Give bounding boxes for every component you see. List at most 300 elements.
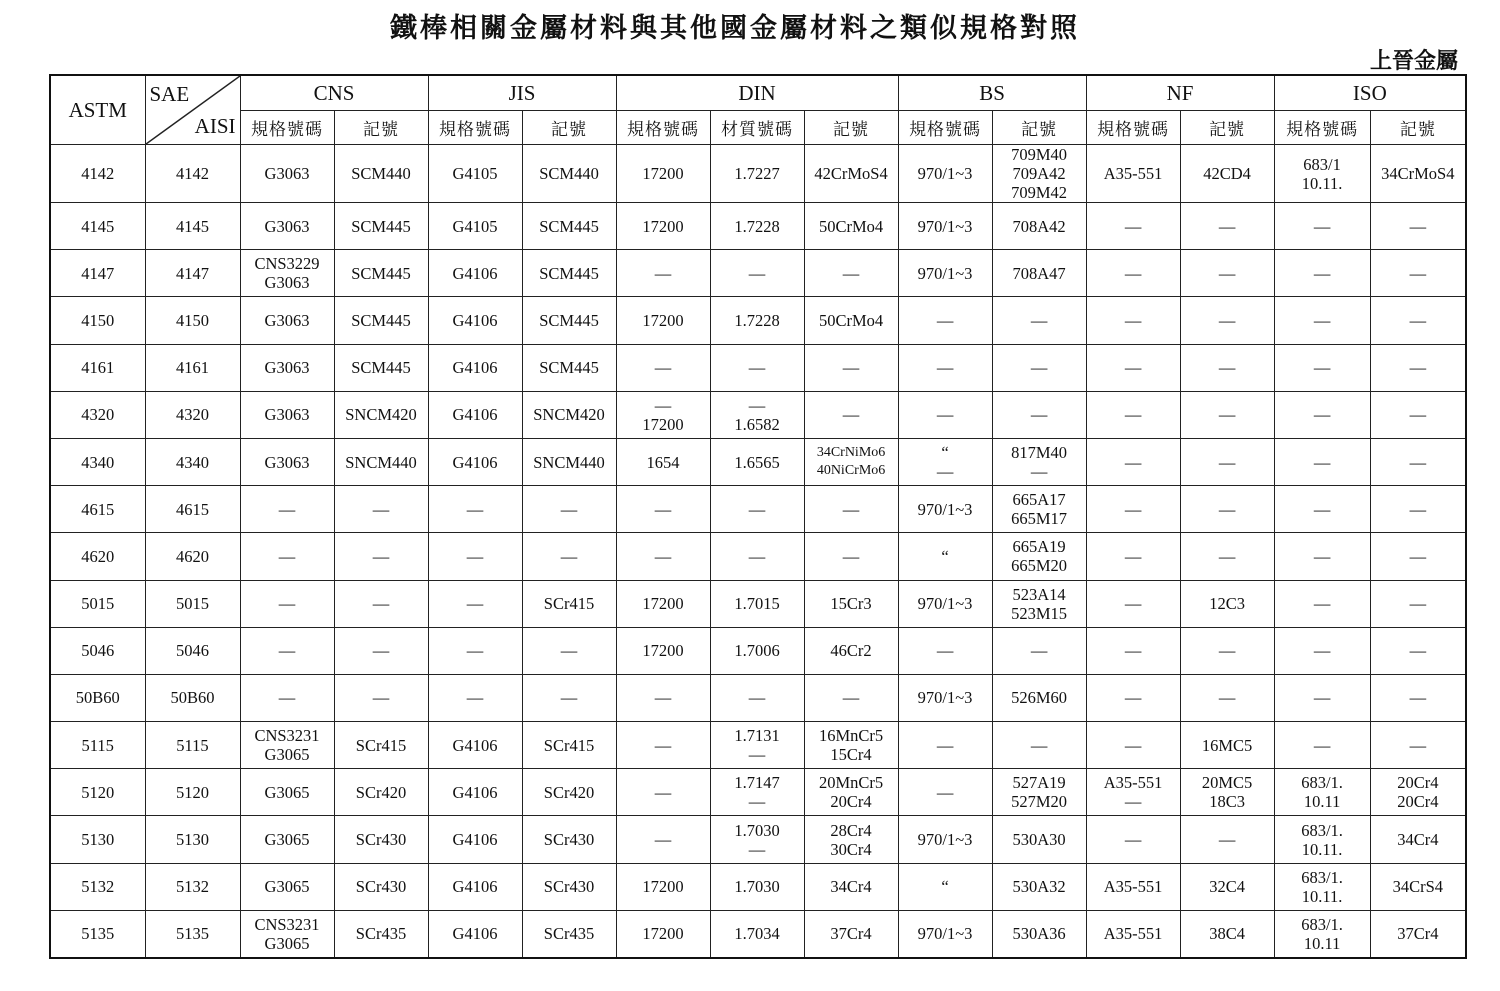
table-cell: SCr430 <box>334 863 428 910</box>
table-cell: — <box>240 627 334 674</box>
table-cell: — <box>1274 344 1370 391</box>
table-row <box>50 674 1466 721</box>
table-cell: — <box>616 344 710 391</box>
table-cell: — <box>804 344 898 391</box>
bs-spec-no-header: 規格號碼 <box>898 111 992 145</box>
table-cell: 709M40 709A42 709M42 <box>992 145 1086 203</box>
table-cell: 34Cr4 <box>1370 816 1466 863</box>
table-cell: — <box>1370 203 1466 250</box>
table-cell: 5135 <box>145 910 240 958</box>
table-cell: — <box>710 486 804 533</box>
din-spec-no-header: 規格號碼 <box>616 111 710 145</box>
table-cell: — <box>1180 250 1274 297</box>
table-cell: 817M40 — <box>992 438 1086 485</box>
table-cell: 970/1~3 <box>898 145 992 203</box>
table-cell: SCr430 <box>522 863 616 910</box>
header-iso: ISO <box>1274 75 1466 111</box>
table-cell: SCr415 <box>522 580 616 627</box>
table-cell: 37Cr4 <box>804 910 898 958</box>
table-cell: 5130 <box>145 816 240 863</box>
table-cell: CNS3231 G3065 <box>240 910 334 958</box>
table-cell: 708A47 <box>992 250 1086 297</box>
table-cell: SCM440 <box>522 145 616 203</box>
table-cell: 37Cr4 <box>1370 910 1466 958</box>
table-cell: — <box>334 580 428 627</box>
table-cell: — <box>992 391 1086 438</box>
table-cell: 4150 <box>145 297 240 344</box>
table-cell: — <box>1180 391 1274 438</box>
table-cell: — <box>1370 391 1466 438</box>
jis-symbol-header: 記號 <box>522 111 616 145</box>
header-jis: JIS <box>428 75 616 111</box>
table-cell: A35-551 — <box>1086 769 1180 816</box>
table-cell: — <box>428 580 522 627</box>
table-cell: 32C4 <box>1180 863 1274 910</box>
table-cell: 683/1 10.11. <box>1274 145 1370 203</box>
table-cell: SNCM420 <box>522 391 616 438</box>
iso-symbol-header: 記號 <box>1370 111 1466 145</box>
table-cell: 1.7227 <box>710 145 804 203</box>
table-cell: G4106 <box>428 722 522 769</box>
table-cell: G3065 <box>240 816 334 863</box>
table-cell: — <box>1180 627 1274 674</box>
table-cell: 683/1. 10.11. <box>1274 863 1370 910</box>
table-cell: 1.7034 <box>710 910 804 958</box>
table-cell: — <box>1086 438 1180 485</box>
table-cell: — <box>1370 344 1466 391</box>
table-cell: 1.7030 <box>710 863 804 910</box>
table-cell: 17200 <box>616 203 710 250</box>
table-cell: — <box>898 344 992 391</box>
table-row <box>50 627 1466 674</box>
table-cell: — <box>334 627 428 674</box>
din-material-no-header: 材質號碼 <box>710 111 804 145</box>
table-cell: 4340 <box>145 438 240 485</box>
table-cell: — <box>898 722 992 769</box>
table-cell: — <box>992 722 1086 769</box>
table-cell: 665A19 665M20 <box>992 533 1086 580</box>
table-cell: A35-551 <box>1086 910 1180 958</box>
table-cell: — <box>992 344 1086 391</box>
table-cell: CNS3231 G3065 <box>240 722 334 769</box>
table-cell: “ — <box>898 438 992 485</box>
table-cell: 4161 <box>50 344 145 391</box>
table-cell: 970/1~3 <box>898 816 992 863</box>
table-cell: 4142 <box>50 145 145 203</box>
table-cell: 523A14 523M15 <box>992 580 1086 627</box>
table-cell: 20MnCr5 20Cr4 <box>804 769 898 816</box>
table-cell: — <box>1370 722 1466 769</box>
table-cell: 20Cr4 20Cr4 <box>1370 769 1466 816</box>
table-cell: 5132 <box>50 863 145 910</box>
table-cell: SCM445 <box>334 203 428 250</box>
table-cell: — <box>898 769 992 816</box>
table-cell: — <box>1274 722 1370 769</box>
table-cell: 970/1~3 <box>898 910 992 958</box>
header-sae-aisi <box>145 75 240 145</box>
table-cell: — <box>1086 250 1180 297</box>
table-cell: — <box>616 769 710 816</box>
table-cell: 34CrMoS4 <box>1370 145 1466 203</box>
table-cell: 970/1~3 <box>898 580 992 627</box>
table-cell: 1.7228 <box>710 297 804 344</box>
jis-spec-no-header: 規格號碼 <box>428 111 522 145</box>
table-cell: SCM445 <box>522 297 616 344</box>
table-cell: — <box>1370 674 1466 721</box>
table-cell: G3063 <box>240 438 334 485</box>
table-cell: 683/1. 10.11. <box>1274 816 1370 863</box>
table-cell: — <box>1274 580 1370 627</box>
nf-symbol-header: 記號 <box>1180 111 1274 145</box>
table-cell: — <box>428 533 522 580</box>
table-cell: 50CrMo4 <box>804 297 898 344</box>
table-cell: — <box>1086 486 1180 533</box>
header-nf: NF <box>1086 75 1274 111</box>
table-cell: 1654 <box>616 438 710 485</box>
table-cell: 5115 <box>50 722 145 769</box>
table-cell: — <box>992 627 1086 674</box>
table-cell: — <box>710 674 804 721</box>
table-cell: 970/1~3 <box>898 250 992 297</box>
table-cell: — <box>1370 580 1466 627</box>
table-cell: 34CrS4 <box>1370 863 1466 910</box>
table-cell: — <box>1086 203 1180 250</box>
table-cell: 42CD4 <box>1180 145 1274 203</box>
table-cell: — <box>616 533 710 580</box>
table-cell: G3063 <box>240 145 334 203</box>
table-cell: SCr435 <box>522 910 616 958</box>
table-cell: — <box>1274 391 1370 438</box>
table-cell: 17200 <box>616 627 710 674</box>
table-cell: — <box>1370 250 1466 297</box>
table-cell: — <box>1086 580 1180 627</box>
table-cell: — <box>1086 627 1180 674</box>
table-cell: — <box>1086 533 1180 580</box>
table-cell: — <box>616 486 710 533</box>
table-cell: 5120 <box>50 769 145 816</box>
table-cell: — <box>428 627 522 674</box>
table-cell: G3063 <box>240 297 334 344</box>
table-cell: SCM445 <box>334 297 428 344</box>
table-cell: 34Cr4 <box>804 863 898 910</box>
table-cell: G4106 <box>428 769 522 816</box>
table-cell: 530A30 <box>992 816 1086 863</box>
table-cell: — <box>1180 203 1274 250</box>
table-cell: 1.7131 — <box>710 722 804 769</box>
header-row-groups <box>50 75 1466 111</box>
header-aisi: AISI <box>194 114 236 138</box>
table-cell: 17200 <box>616 297 710 344</box>
table-cell: — <box>334 486 428 533</box>
table-cell: 4320 <box>50 391 145 438</box>
table-cell: 50CrMo4 <box>804 203 898 250</box>
table-cell: G4106 <box>428 438 522 485</box>
header-sae: SAE <box>149 82 190 106</box>
table-cell: 4142 <box>145 145 240 203</box>
table-cell: — 1.6582 <box>710 391 804 438</box>
table-cell: — <box>804 250 898 297</box>
table-cell: — <box>1086 816 1180 863</box>
table-cell: 5130 <box>50 816 145 863</box>
header-row-sub <box>50 111 1466 145</box>
bs-symbol-header: 記號 <box>992 111 1086 145</box>
table-cell: G3065 <box>240 863 334 910</box>
table-cell: SNCM440 <box>522 438 616 485</box>
table-cell: SCM445 <box>334 344 428 391</box>
nf-spec-no-header: 規格號碼 <box>1086 111 1180 145</box>
table-row <box>50 391 1466 438</box>
table-cell: 42CrMoS4 <box>804 145 898 203</box>
table-cell: — <box>1180 344 1274 391</box>
table-cell: 28Cr4 30Cr4 <box>804 816 898 863</box>
table-cell: SCr430 <box>522 816 616 863</box>
table-cell: “ <box>898 863 992 910</box>
table-row <box>50 145 1466 203</box>
table-cell: G4106 <box>428 816 522 863</box>
table-cell: 4615 <box>145 486 240 533</box>
table-cell: 15Cr3 <box>804 580 898 627</box>
table-cell: 527A19 527M20 <box>992 769 1086 816</box>
table-cell: 38C4 <box>1180 910 1274 958</box>
table-cell: 17200 <box>616 580 710 627</box>
table-cell: — <box>616 722 710 769</box>
table-cell: G4106 <box>428 344 522 391</box>
company-name: 上晉金屬 <box>1369 49 1458 74</box>
table-cell: 5046 <box>145 627 240 674</box>
table-cell: 530A36 <box>992 910 1086 958</box>
table-cell: — <box>898 297 992 344</box>
table-row <box>50 486 1466 533</box>
table-cell: 5015 <box>50 580 145 627</box>
table-cell: — <box>616 674 710 721</box>
table-cell: 1.7030 — <box>710 816 804 863</box>
table-cell: — <box>1086 344 1180 391</box>
table-cell: — <box>1086 722 1180 769</box>
table-cell: — <box>1274 533 1370 580</box>
table-cell: G3063 <box>240 203 334 250</box>
table-cell: — <box>1274 297 1370 344</box>
table-cell: 46Cr2 <box>804 627 898 674</box>
table-cell: G4105 <box>428 203 522 250</box>
table-cell: — <box>428 674 522 721</box>
table-cell: SCr420 <box>522 769 616 816</box>
table-cell: — 17200 <box>616 391 710 438</box>
table-row <box>50 769 1466 816</box>
table-cell: 17200 <box>616 145 710 203</box>
table-cell: 4620 <box>50 533 145 580</box>
table-cell: 1.7228 <box>710 203 804 250</box>
table-row <box>50 722 1466 769</box>
table-cell: 5132 <box>145 863 240 910</box>
table-cell: — <box>240 674 334 721</box>
table-cell: 16MnCr5 15Cr4 <box>804 722 898 769</box>
table-cell: 5046 <box>50 627 145 674</box>
table-row <box>50 910 1466 958</box>
table-cell: G4105 <box>428 145 522 203</box>
table-cell: — <box>240 580 334 627</box>
table-cell: 4147 <box>50 250 145 297</box>
table-cell: 665A17 665M17 <box>992 486 1086 533</box>
table-cell: — <box>1180 297 1274 344</box>
table-cell: G3063 <box>240 344 334 391</box>
table-cell: 5120 <box>145 769 240 816</box>
table-cell: — <box>804 391 898 438</box>
table-cell: — <box>522 627 616 674</box>
table-cell: 20MC5 18C3 <box>1180 769 1274 816</box>
header-cns: CNS <box>240 75 428 111</box>
header-bs: BS <box>898 75 1086 111</box>
table-cell: 4620 <box>145 533 240 580</box>
table-cell: — <box>804 486 898 533</box>
table-cell: 683/1. 10.11 <box>1274 910 1370 958</box>
table-cell: 4340 <box>50 438 145 485</box>
spec-comparison-table <box>49 74 1467 959</box>
table-cell: — <box>1180 533 1274 580</box>
table-cell: 5135 <box>50 910 145 958</box>
table-cell: 4150 <box>50 297 145 344</box>
table-cell: — <box>1274 203 1370 250</box>
iso-spec-no-header: 規格號碼 <box>1274 111 1370 145</box>
table-cell: — <box>522 486 616 533</box>
table-cell: 970/1~3 <box>898 203 992 250</box>
table-cell: — <box>1370 486 1466 533</box>
cns-spec-no-header: 規格號碼 <box>240 111 334 145</box>
table-cell: SNCM440 <box>334 438 428 485</box>
table-cell: SCr415 <box>522 722 616 769</box>
table-cell: SCM445 <box>522 203 616 250</box>
table-cell: 1.7147 — <box>710 769 804 816</box>
table-cell: — <box>1274 627 1370 674</box>
table-cell: — <box>1370 438 1466 485</box>
table-cell: 12C3 <box>1180 580 1274 627</box>
table-cell: — <box>1370 533 1466 580</box>
table-cell: G3065 <box>240 769 334 816</box>
table-cell: — <box>1274 674 1370 721</box>
table-cell: 4615 <box>50 486 145 533</box>
table-row <box>50 250 1466 297</box>
table-cell: — <box>334 533 428 580</box>
table-cell: 970/1~3 <box>898 486 992 533</box>
table-cell: 50B60 <box>50 674 145 721</box>
table-cell: — <box>522 674 616 721</box>
table-cell: SCr415 <box>334 722 428 769</box>
header-astm: ASTM <box>50 75 145 145</box>
table-cell: — <box>240 533 334 580</box>
table-cell: — <box>1086 674 1180 721</box>
table-cell: 4161 <box>145 344 240 391</box>
table-cell: — <box>710 250 804 297</box>
table-cell: 530A32 <box>992 863 1086 910</box>
table-cell: — <box>1274 438 1370 485</box>
table-cell: 526M60 <box>992 674 1086 721</box>
table-cell: SCM445 <box>334 250 428 297</box>
table-cell: G4106 <box>428 910 522 958</box>
table-cell: 4320 <box>145 391 240 438</box>
table-cell: 1.6565 <box>710 438 804 485</box>
table-row <box>50 816 1466 863</box>
table-row <box>50 203 1466 250</box>
table-cell: — <box>804 674 898 721</box>
table-cell: — <box>1274 486 1370 533</box>
table-cell: G4106 <box>428 297 522 344</box>
table-cell: SNCM420 <box>334 391 428 438</box>
header-din: DIN <box>616 75 898 111</box>
table-cell: — <box>898 391 992 438</box>
table-row <box>50 580 1466 627</box>
table-cell: — <box>1180 486 1274 533</box>
din-symbol-header: 記號 <box>804 111 898 145</box>
table-cell: SCM445 <box>522 344 616 391</box>
table-cell: 970/1~3 <box>898 674 992 721</box>
table-cell: 683/1. 10.11 <box>1274 769 1370 816</box>
table-cell: 1.7015 <box>710 580 804 627</box>
table-cell: 34CrNiMo6 40NiCrMo6 <box>804 438 898 485</box>
table-cell: SCM445 <box>522 250 616 297</box>
document-title: 鐵棒相關金屬材料與其他國金屬材料之類似規格對照 <box>390 13 1080 44</box>
table-row <box>50 533 1466 580</box>
table-cell: — <box>710 344 804 391</box>
table-cell: “ <box>898 533 992 580</box>
table-cell: SCr420 <box>334 769 428 816</box>
table-row <box>50 344 1466 391</box>
table-body <box>50 145 1466 959</box>
table-cell: — <box>1086 391 1180 438</box>
table-cell: — <box>710 533 804 580</box>
table-cell: 1.7006 <box>710 627 804 674</box>
table-cell: 16MC5 <box>1180 722 1274 769</box>
table-cell: — <box>1370 297 1466 344</box>
table-cell: A35-551 <box>1086 145 1180 203</box>
table-cell: 17200 <box>616 863 710 910</box>
table-cell: — <box>522 533 616 580</box>
table-cell: G4106 <box>428 863 522 910</box>
table-cell: 4145 <box>145 203 240 250</box>
table-cell: 4145 <box>50 203 145 250</box>
table-cell: — <box>616 816 710 863</box>
cns-symbol-header: 記號 <box>334 111 428 145</box>
table-cell: 4147 <box>145 250 240 297</box>
table-cell: SCM440 <box>334 145 428 203</box>
table-cell: — <box>804 533 898 580</box>
table-cell: — <box>1370 627 1466 674</box>
table-cell: 17200 <box>616 910 710 958</box>
table-cell: CNS3229 G3063 <box>240 250 334 297</box>
table-cell: — <box>1086 297 1180 344</box>
table-cell: — <box>1180 674 1274 721</box>
table-cell: — <box>616 250 710 297</box>
table-cell: — <box>992 297 1086 344</box>
table-row <box>50 297 1466 344</box>
table-cell: SCr435 <box>334 910 428 958</box>
table-cell: G4106 <box>428 391 522 438</box>
table-cell: A35-551 <box>1086 863 1180 910</box>
table-row <box>50 863 1466 910</box>
table-cell: — <box>1274 250 1370 297</box>
table-cell: 50B60 <box>145 674 240 721</box>
table-cell: 5115 <box>145 722 240 769</box>
table-cell: 708A42 <box>992 203 1086 250</box>
table-cell: — <box>240 486 334 533</box>
table-cell: G3063 <box>240 391 334 438</box>
table-cell: — <box>898 627 992 674</box>
table-cell: SCr430 <box>334 816 428 863</box>
table-cell: — <box>428 486 522 533</box>
table-cell: 5015 <box>145 580 240 627</box>
table-cell: — <box>1180 438 1274 485</box>
table-row <box>50 438 1466 485</box>
table-cell: — <box>1180 816 1274 863</box>
table-cell: G4106 <box>428 250 522 297</box>
